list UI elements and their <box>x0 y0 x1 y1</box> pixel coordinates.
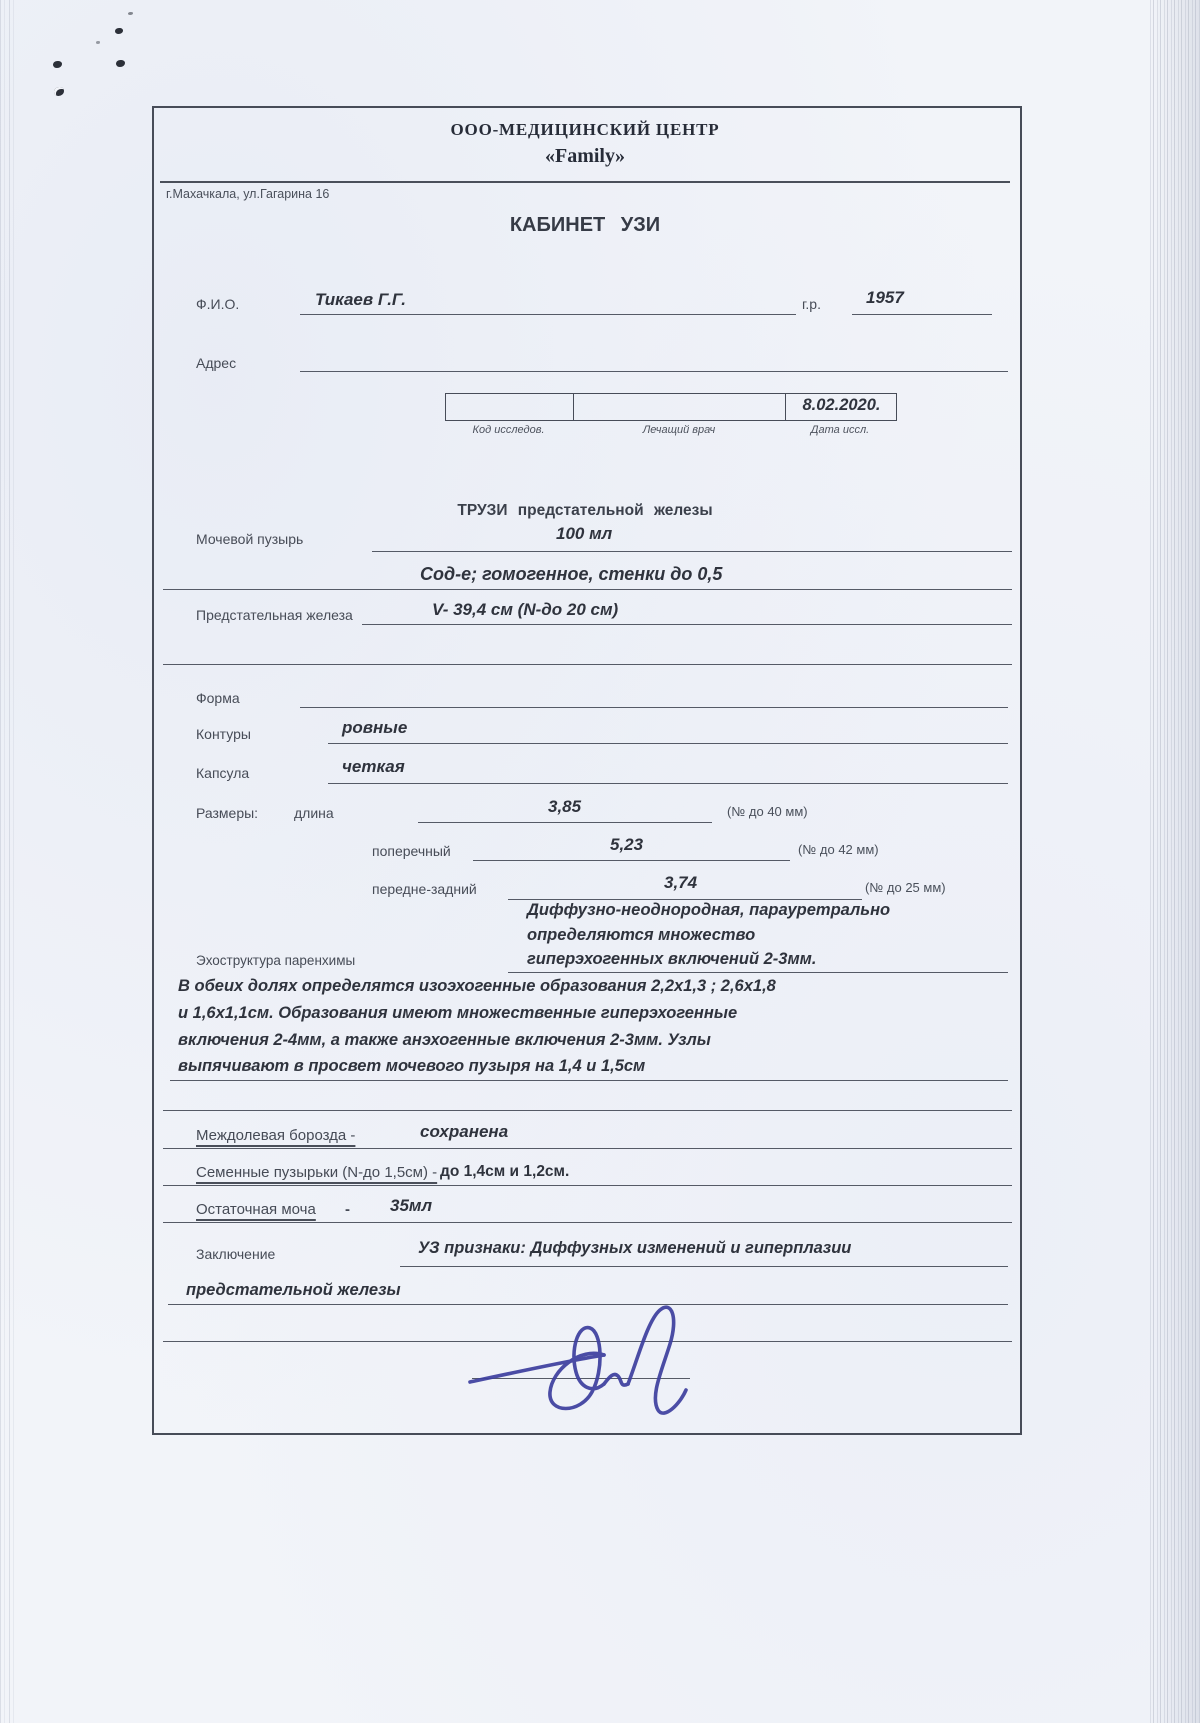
empty-line-1 <box>163 664 1012 665</box>
findings-line4: выпячивают в просвет мочевого пузыря на 1,4 и 1,5см <box>178 1057 646 1075</box>
meta-cell-divider <box>785 394 786 420</box>
capsule-line <box>328 783 1008 784</box>
fio-value: Тикаев Г.Г. <box>315 290 407 309</box>
conclusion-value-line2: предстательной железы <box>186 1281 401 1299</box>
exam-title: ТРУЗИ предстательной железы <box>457 502 713 519</box>
birth-year-line <box>852 314 992 315</box>
exam-date-value: 8.02.2020. <box>802 396 881 414</box>
meta-table <box>445 393 897 421</box>
fio-line <box>300 314 796 315</box>
transverse-norm: (№ до 42 мм) <box>798 842 879 857</box>
ink-speck <box>96 41 100 44</box>
shape-line <box>300 707 1008 708</box>
address-line <box>300 371 1008 372</box>
residual-urine-value: 35мл <box>390 1196 433 1215</box>
scan-streaks-left <box>0 0 14 1723</box>
conclusion-label: Заключение <box>196 1246 276 1262</box>
shape-label: Форма <box>196 690 240 706</box>
residual-urine-label: Остаточная моча <box>196 1201 316 1218</box>
form-title: КАБИНЕТ УЗИ <box>509 214 661 236</box>
groove-value: сохранена <box>420 1122 509 1141</box>
ink-speck <box>115 28 123 34</box>
bladder-label: Мочевой пузырь <box>196 531 304 547</box>
scan-streaks-right <box>1150 0 1200 1723</box>
findings-line1: В обеих долях определятся изоэхогенные образования 2,2х1,3 ; 2,6х1,8 <box>178 977 776 995</box>
attending-doctor-caption: Лечащий врач <box>642 424 716 436</box>
clinic-name: ООО-МЕДИЦИНСКИЙ ЦЕНТР <box>450 120 720 139</box>
findings-line2: и 1,6х1,1см. Образования имеют множественные гиперэхогенные <box>178 1004 738 1022</box>
exam-code-caption: Код исследов. <box>472 424 545 436</box>
birth-year-value: 1957 <box>866 288 904 307</box>
capsule-label: Капсула <box>196 765 250 781</box>
conclusion-line1 <box>400 1266 1008 1267</box>
length-label: длина <box>294 805 334 821</box>
prostate-volume-value: V- 39,4 см (N-до 20 см) <box>432 600 619 619</box>
clinic-brand: «Family» <box>545 145 625 167</box>
vesicles-value: до 1,4см и 1,2см. <box>440 1163 570 1180</box>
prostate-line <box>362 624 1012 625</box>
empty-line-2 <box>163 1110 1012 1111</box>
findings-underline <box>170 1080 1008 1081</box>
sizes-label: Размеры: <box>196 805 259 821</box>
echo-line <box>508 972 1008 973</box>
bladder-value: 100 мл <box>556 524 613 543</box>
echo-label: Эхоструктура паренхимы <box>196 953 356 968</box>
ap-norm: (№ до 25 мм) <box>865 880 946 895</box>
ink-speck <box>54 87 64 96</box>
bladder-line <box>372 551 1012 552</box>
conclusion-value-line1: УЗ признаки: Диффузных изменений и гиперплазии <box>418 1239 852 1257</box>
contours-value: ровные <box>342 718 408 737</box>
birth-year-label: г.р. <box>802 296 821 312</box>
echo-value-line1: Диффузно-неоднородная, парауретрально <box>527 901 891 919</box>
exam-date-caption: Дата иссл. <box>810 424 870 436</box>
residual-urine-line <box>163 1222 1012 1223</box>
ink-speck <box>53 61 62 68</box>
transverse-line <box>473 860 790 861</box>
bladder-content-value: Сод-е; гомогенное, стенки до 0,5 <box>420 564 723 584</box>
fio-label: Ф.И.О. <box>196 296 240 312</box>
transverse-label: поперечный <box>372 843 451 859</box>
ink-speck <box>116 60 125 67</box>
contours-label: Контуры <box>196 726 251 742</box>
clinic-address: г.Махачкала, ул.Гагарина 16 <box>166 187 330 201</box>
length-norm: (№ до 40 мм) <box>727 804 808 819</box>
ink-speck <box>128 12 133 15</box>
vesicles-label: Семенные пузырьки (N-до 1,5см) - <box>196 1164 438 1181</box>
doctor-signature <box>452 1292 722 1432</box>
prostate-label: Предстательная железа <box>196 607 353 623</box>
address-label: Адрес <box>196 355 237 371</box>
residual-urine-dash: - <box>345 1201 350 1218</box>
ap-value: 3,74 <box>664 873 698 892</box>
groove-label: Междолевая борозда - <box>196 1127 356 1144</box>
header-rule <box>160 181 1010 183</box>
length-line <box>418 822 712 823</box>
length-value: 3,85 <box>548 797 582 816</box>
bladder-content-line <box>163 589 1012 590</box>
groove-line <box>163 1148 1012 1149</box>
echo-value-line2: определяются множество <box>527 926 756 944</box>
vesicles-line <box>163 1185 1012 1186</box>
meta-cell-divider <box>573 394 574 420</box>
ap-line <box>508 899 862 900</box>
contours-line <box>328 743 1008 744</box>
echo-value-line3: гиперэхогенных включений 2-3мм. <box>527 950 817 968</box>
ap-label: передне-задний <box>372 881 477 897</box>
capsule-value: четкая <box>342 757 405 776</box>
transverse-value: 5,23 <box>610 835 644 854</box>
findings-line3: включения 2-4мм, а также анэхогенные включения 2-3мм. Узлы <box>178 1031 711 1049</box>
